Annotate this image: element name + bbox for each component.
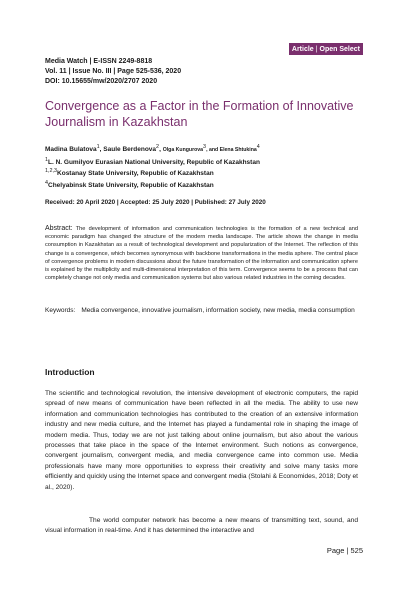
keywords <box>45 306 358 315</box>
author-block <box>45 143 365 191</box>
article-title: Convergence as a Factor in the Formation of Innovative Journalism in Kazakhstan <box>45 99 354 129</box>
author-sup: 1 <box>96 144 100 150</box>
page-number: Page | 525 <box>326 546 363 555</box>
affiliation-3: $^4$Chelyabinsk State University, Republic of Kazakhstan <box>45 179 214 190</box>
author-sup: 3 <box>203 144 207 150</box>
publication-dates: Received: 20 April 2020 | Accepted: 25 July 2020 | Published: 27 July 2020 <box>45 199 266 206</box>
abstract <box>45 225 358 282</box>
journal-doi: DOI: 10.15655/mw/2020/2707 2020 <box>45 78 158 85</box>
author-and: , and <box>206 147 220 154</box>
author-sep: , <box>99 146 104 154</box>
affiliation-2: $^{1,2,3}$Kostanay State University, Republic of Kazakhstan <box>45 168 214 178</box>
author-sup: 4 <box>256 144 260 150</box>
journal-volume: Vol. 11 | Issue No. III | Page 525-536, 2020 <box>45 68 182 75</box>
abstract-text: The development of information and communication technologies is the formation of a new technical and economic paradigm has changed the structure of the modern media landscape. The article shows the change in media consumption in Kazakhstan as a result of technological development and popularization of the Internet. The reflection of this change is a convergence, which becomes synonymous with backbone transformations in the media sphere. The central place of convergence problems in modern discussions about the future transformation of the information and communication sphere is explained by the multiplicity and multi-dimensional interpretation of this term. Convergence seems to be a process that can completely change not only media and communication systems but also various related industries in the coming decades. <box>45 226 358 282</box>
badge-separator: | <box>315 45 318 53</box>
abstract-label: Abstract: <box>45 225 73 232</box>
section-heading: Introduction <box>45 367 95 377</box>
open-access-badge <box>289 43 363 55</box>
author-name: Olga Kungurova <box>162 147 204 154</box>
author-name: Madina Bulatova <box>45 146 97 154</box>
keywords-label: Keywords: <box>45 307 76 314</box>
badge-article-label: Article <box>291 45 314 53</box>
journal-issn: Media Watch | E-ISSN 2249-8818 <box>45 58 153 65</box>
author-list <box>45 143 365 156</box>
keywords-text: Media convergence, innovative journalism, information society, new media, media consumption <box>81 307 355 314</box>
body-paragraph-2: The world computer network has become a new means of transmitting text, sound, and visual information in real-time. And it has determined the interactive and <box>45 517 358 535</box>
author-sup: 2 <box>156 144 160 150</box>
badge-open-select-label: Open Select <box>319 45 360 53</box>
body-paragraph-1: The scientific and technological revolution, the intensive development of electronic computers, the rapid spread of new means of communication have been reflected in all the media. The ability to use new information and communication technologies has contributed to the creation of an extensive information industry and new media culture, and the Internet has played a fundamental role in shaping the image of modern media. Thus, today we are not just talking about online journalism, but also about the various processes that take place in the space of the Internet environment. Such notions as convergence, convergent journalism, convergent media, and media convergence came into common use. Media professionals have many more opportunities to express their creativity and solve many tasks more efficiently and quickly using the Internet space and convergent media (Stolahi & Economides, 2018; Doty et al., 2020). <box>45 390 358 491</box>
author-name: Saule Berdenova <box>103 146 157 154</box>
author-name: Elena Shtukina <box>219 147 257 154</box>
affiliation-1: $^1$L. N. Gumilyov Eurasian National University, Republic of Kazakhstan <box>45 156 260 166</box>
author-sep: , <box>159 146 163 154</box>
journal-meta <box>45 57 181 87</box>
